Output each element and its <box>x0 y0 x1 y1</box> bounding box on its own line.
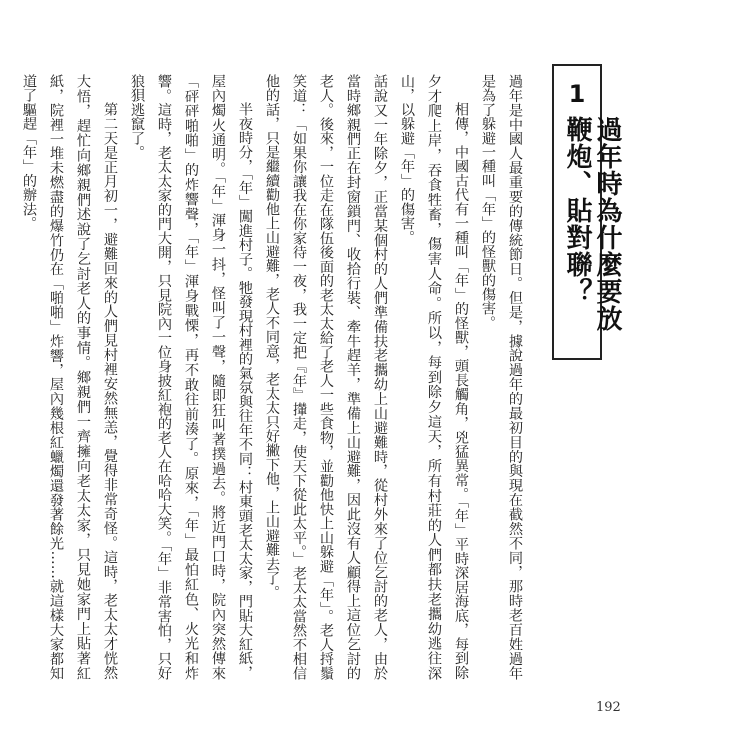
paragraph-4: 半夜時分，「年」闖進村子。牠發現村裡的氣氛與往年不同：村東頭老太太家，門貼大紅紙，屋內燭火通明。「年」渾身一抖，怪叫了一聲，隨即狂叫著撲過去。將近門口時，院內突然傳來「砰砰啪啪」的炸響聲，「年」渾身戰慄，再不敢往前湊了。原來，「年」最怕紅色、火光和炸響。這時，老太太家的門大開，只見院內一位身披紅袍的老人在哈哈大笑。「年」非常害怕，只好狼狽逃竄了。 <box>129 74 253 680</box>
paragraph-2: 相傳，中國古代有一種叫「年」的怪獸，頭長觸角，兇猛異常。「年」平時深居海底，每到除夕才爬上岸，吞食牲畜，傷害人命。所以，每到除夕這天，所有村莊的人們都扶老攜幼逃往深山，以躲避「年」的傷害。 <box>399 74 469 680</box>
paragraph-5: 第二天是正月初一，避難回來的人們見村裡安然無恙，覺得非常奇怪。這時，老太太才恍然大悟，趕忙向鄉親們述說了乞討老人的事情。鄉親們一齊擁向老太太家，只見她家門上貼著紅紙，院裡一堆未燃盡的爆竹仍在「啪啪」炸響，屋內幾根紅蠟燭還發著餘光……就這樣大家都知道了驅趕「年」的辦法。 <box>21 74 118 680</box>
paragraph-3: 話說又一年除夕，正當某個村的人們準備扶老攜幼上山避難時，從村外來了位乞討的老人，由於當時鄉親們正在封窗鎖門、收拾行裝、牽牛趕羊，準備上山避難，因此沒有人顧得上這位乞討的老人。後來，一位走在隊伍後面的老太太給了老人一些食物，並勸他快上山躲避「年」。老人捋鬚笑道：「如果你讓我在你家待一夜，我一定把『年』攆走，使天下從此太平。」老太太當然不相信他的話，只是繼續勸他上山避難，老人不同意，老太太只好撇下他，上山避難去了。 <box>264 74 388 680</box>
body-text <box>21 74 528 680</box>
chapter-title: 過年時為什麼要放鞭炮、貼對聯？ <box>562 116 622 332</box>
page-number: 192 <box>596 700 621 715</box>
paragraph-1: 過年是中國人最重要的傳統節日。但是，據說過年的最初目的與現在截然不同，那時老百姓過年是為了躲避一種叫「年」的怪獸的傷害。 <box>480 74 523 680</box>
chapter-title-box <box>552 64 622 360</box>
chapter-number: 1 <box>568 80 586 108</box>
